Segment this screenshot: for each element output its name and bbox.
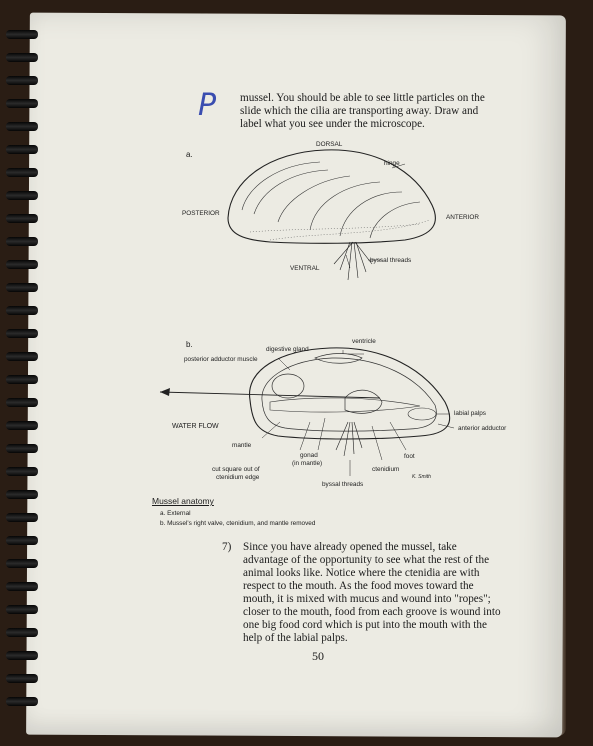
label-cut-square-2: ctenidium edge	[216, 474, 260, 481]
step-7-line-8: help of the labial palps.	[243, 632, 348, 644]
step-7-line-3: animal looks like. Notice where the ctenidia are with	[243, 567, 480, 579]
label-ventricle: ventricle	[352, 338, 376, 345]
step-7-line-7: one big food cord which is put into the mouth with the	[243, 619, 487, 631]
label-gonad: gonad	[300, 452, 318, 459]
step-7-line-6: closer to the mouth, food from each groove is wound into	[243, 606, 501, 618]
illustrator-credit: K. Smith	[412, 474, 431, 480]
page-number: 50	[312, 649, 324, 663]
label-anterior-adductor: anterior adductor	[458, 425, 507, 432]
intro-paragraph	[240, 92, 540, 131]
label-water-flow: WATER FLOW	[172, 423, 219, 430]
label-byssal-threads-b: byssal threads	[322, 481, 364, 488]
posterior-adductor-muscle	[272, 374, 304, 398]
intro-line-3: label what you see under the microscope.	[240, 118, 425, 130]
digestive-gland	[315, 354, 362, 364]
label-gonad-in-mantle: (in mantle)	[292, 460, 323, 467]
label-hinge: hinge	[384, 160, 400, 167]
intro-line-1: mussel. You should be able to see little particles on the	[240, 92, 485, 104]
caption-item-b: b. Mussel's right valve, ctenidium, and mantle removed	[160, 520, 316, 527]
label-mantle: mantle	[232, 442, 252, 449]
water-flow-arrow	[160, 392, 380, 398]
label-posterior: POSTERIOR	[182, 210, 220, 217]
label-cut-square-1: cut square out of	[212, 466, 260, 473]
intro-line-2: slide which the cilia are transporting away. Draw and	[240, 105, 479, 117]
label-posterior-adductor-muscle: posterior adductor muscle	[184, 356, 258, 363]
label-foot: foot	[404, 453, 415, 460]
label-digestive-gland: digestive gland	[266, 346, 309, 353]
caption-title: Mussel anatomy	[152, 496, 214, 506]
label-byssal-threads-a: byssal threads	[370, 257, 412, 264]
step-7-line-2: advantage of the opportunity to see what the rest of the	[243, 554, 490, 566]
caption-item-a: a. External	[160, 510, 191, 517]
handwritten-p: P	[198, 88, 217, 123]
labial-palp	[408, 408, 436, 420]
label-ventral: VENTRAL	[290, 265, 320, 272]
step-7-paragraph	[243, 541, 543, 645]
figure-b-letter: b.	[186, 340, 193, 349]
label-anterior: ANTERIOR	[446, 214, 480, 221]
step-7-line-4: respect to the mouth. As the food moves toward the	[243, 580, 474, 592]
shell-outline	[228, 150, 435, 243]
label-labial-palps: labial palps	[454, 410, 486, 417]
spiral-binding	[6, 30, 38, 720]
step-7-line-1: Since you have already opened the mussel, take	[243, 541, 457, 553]
label-ctenidium: ctenidium	[372, 466, 400, 473]
figure-a-letter: a.	[186, 150, 193, 159]
foot	[345, 390, 382, 413]
step-number: 7)	[222, 541, 232, 553]
label-dorsal: DORSAL	[316, 141, 343, 148]
step-7-line-5: mouth, it is mixed with mucus and wound into "ropes";	[243, 593, 491, 605]
